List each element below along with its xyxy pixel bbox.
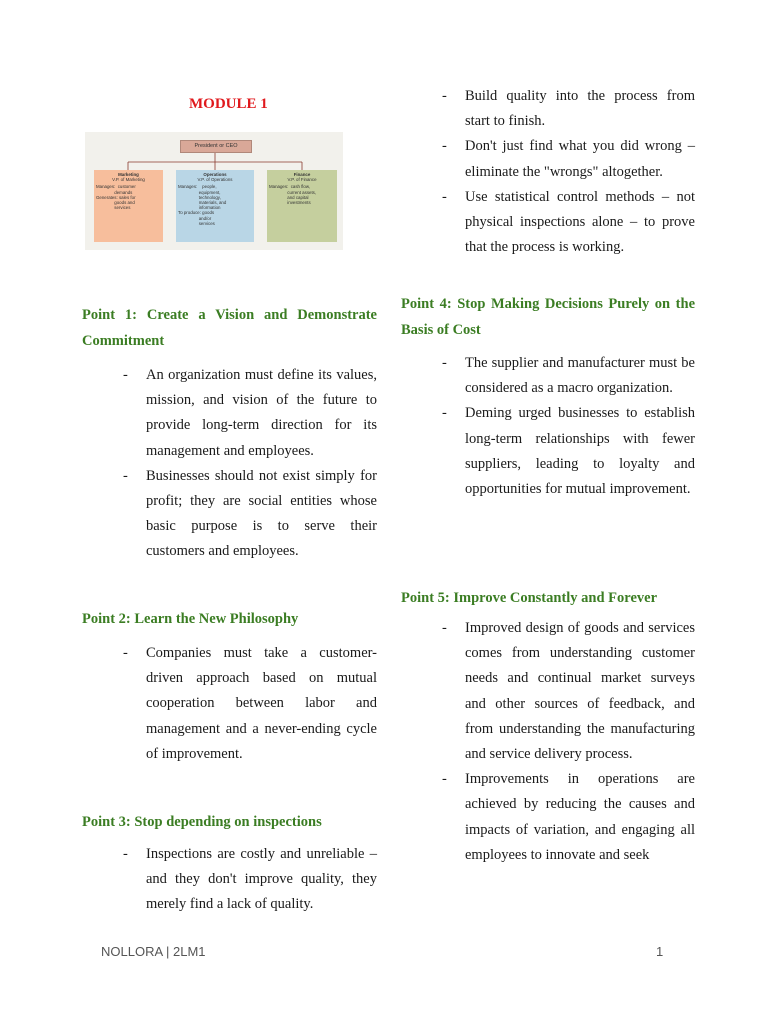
list-item [82,641,377,767]
list-item-text: Companies must take a customer-driven approach based on mutual cooperation between labor and management and a never-ending cycle of improvement. [146,645,377,762]
org-chart-finance [267,170,337,242]
dept-line: Manages: people, [178,184,217,190]
list-item [401,767,695,868]
footer-author: NOLLORA | 2LM1 [101,944,206,959]
dept-line: information [178,205,221,211]
list-item-text: An organization must define its values, mission, and vision of the future to provide long-term direction for its management and employees. [146,367,377,459]
point-1-list [82,363,377,565]
dept-line: To produce: goods [178,210,215,216]
dept-line: materials, and [178,200,227,206]
point-1-heading: Point 1: Create a Vision and Demonstrate Commitment [82,307,377,349]
point-5-heading: Point 5: Improve Constantly and Forever [401,590,658,606]
bullet-dash: - [123,467,128,484]
list-item-text: The supplier and manufacturer must be considered as a macro organization. [465,355,695,397]
dept-line: services [178,220,215,226]
list-item-text: Inspections are costly and unreliable – and they don't improve quality, they merely find a lack of quality. [146,846,377,913]
dept-name: Operations [203,172,227,177]
dept-line: technology, [178,194,221,200]
list-item-text: Build quality into the process from start to finish. [465,88,695,130]
dept-line: equipment, [178,189,221,195]
list-item-text: Improvements in operations are achieved by reducing the causes and impacts of variation, and engaging all employees to innovate and seek [465,771,695,863]
point-3-continued-list [401,84,695,260]
dept-line: demands [96,189,133,195]
org-chart-marketing [94,170,163,242]
org-chart-operations [176,170,254,242]
bullet-dash: - [442,771,447,788]
point-2-heading: Point 2: Learn the New Philosophy [82,611,299,627]
list-item [401,616,695,767]
list-item [401,84,695,134]
point-4-heading: Point 4: Stop Making Decisions Purely on the Basis of Cost [401,296,695,338]
dept-line: Manages: cash flow, [269,184,311,190]
page-number: 1 [656,944,664,959]
bullet-dash: - [442,355,447,371]
list-item [401,134,695,184]
dept-name: Finance [293,172,311,177]
list-item [401,401,695,502]
bullet-dash: - [123,367,128,383]
list-item-text: Deming urged businesses to establish long-term relationships with fewer suppliers, leading to loyalty and opportunities for mutual improvement. [465,405,695,498]
dept-line: services [96,205,131,211]
list-item [82,363,377,464]
point-4-list [401,351,695,502]
org-chart-image [85,132,343,250]
list-item-text: Businesses should not exist simply for profit; they are social entities whose basic purpose is to serve their customers and employees. [146,467,377,560]
list-item [401,351,695,401]
point-3-list [82,842,377,918]
bullet-dash: - [123,846,128,862]
bullet-dash: - [442,405,447,422]
dept-line: current assets, [269,189,317,195]
bullet-dash: - [442,138,447,155]
list-item [401,185,695,261]
module-title: MODULE 1 [189,96,268,112]
bullet-dash: - [442,188,447,205]
point-3-heading: Point 3: Stop depending on inspections [82,814,322,830]
dept-line: Manages: customer [96,184,136,190]
list-item [82,464,377,565]
bullet-dash: - [442,620,447,636]
point-2-list [82,641,377,767]
dept-vp: V.P. of Finance [287,177,317,183]
dept-name: Marketing [118,172,139,177]
list-item-text: Use statistical control methods – not physical inspections alone – to prove that the process is working. [465,188,695,256]
point-5-list [401,616,695,868]
list-item-text: Don't just find what you did wrong – eliminate the "wrongs" altogether. [465,138,695,180]
dept-line: investments [269,200,311,206]
bullet-dash: - [123,645,128,661]
dept-line: and capital [269,194,309,200]
org-chart-ceo: President or CEO [180,140,252,153]
dept-vp: V.P. of Operations [197,177,233,183]
dept-line: and/or [178,215,212,221]
dept-line: goods and [96,200,135,206]
list-item-text: Improved design of goods and services comes from understanding customer needs and continual market surveys and other sources of feedback, and from understanding the manufacturing and service delivery process. [465,620,695,763]
list-item [82,842,377,918]
dept-line: Generates: sales for [96,194,136,200]
dept-vp: V.P. of Marketing [112,177,145,183]
bullet-dash: - [442,88,447,104]
